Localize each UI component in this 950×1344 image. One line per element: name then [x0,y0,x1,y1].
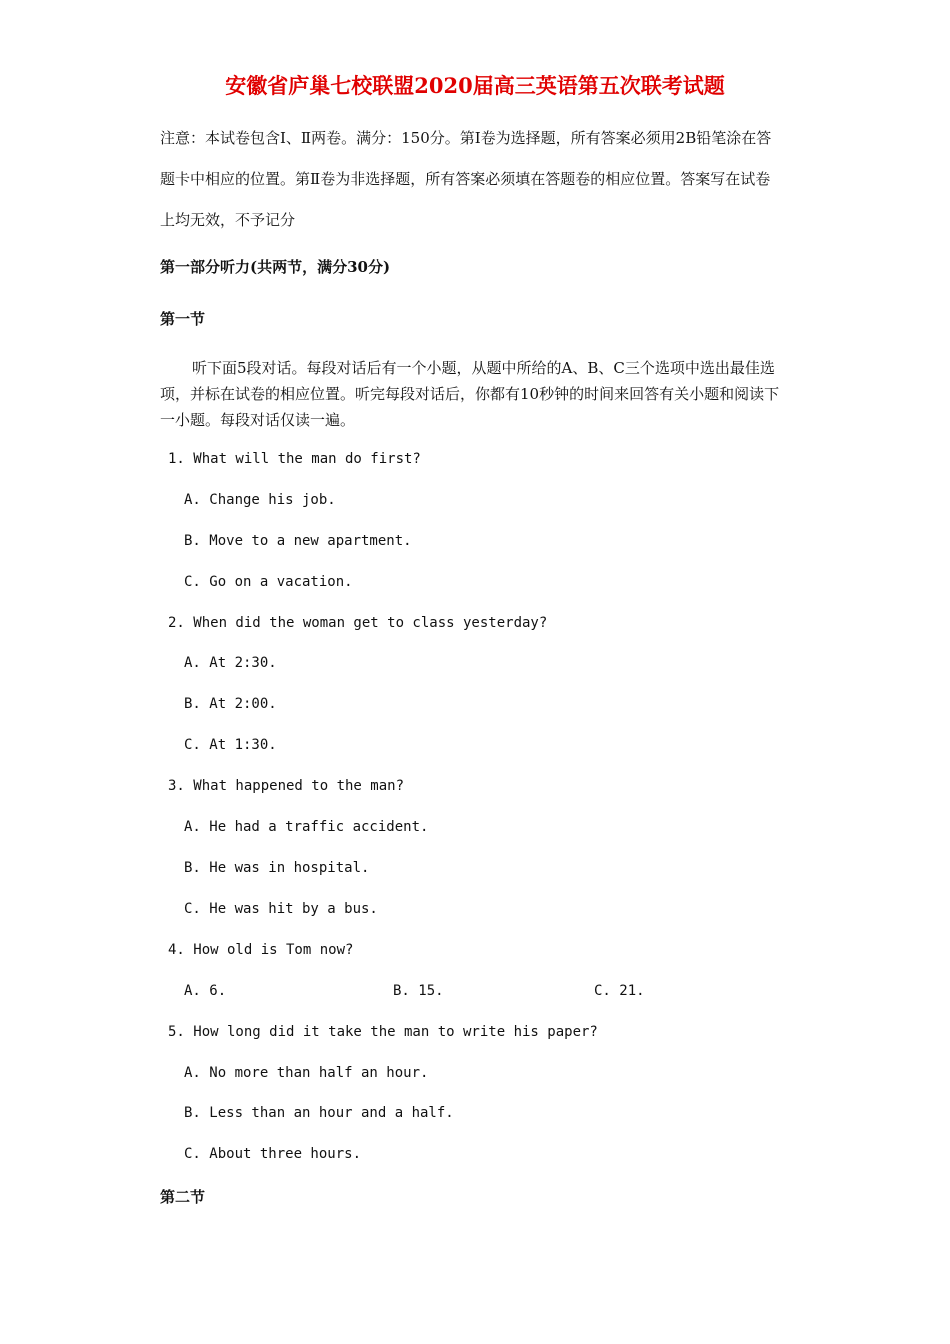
question-5-option-a: A. No more than half an hour. [184,1065,429,1081]
part1-heading: 第一部分听力(共两节，满分30分) [160,258,391,276]
question-4-option-b: B. 15. [393,983,444,999]
question-3-option-c: C. He was hit by a bus. [184,901,378,917]
question-2: 2. When did the woman get to class yesterday? [168,615,548,631]
document-title: 安徽省庐巢七校联盟2020届高三英语第五次联考试题 [225,73,725,98]
question-5-option-b: B. Less than an hour and a half. [184,1105,454,1121]
question-3-option-b: B. He was in hospital. [184,860,370,876]
question-1-option-a: A. Change his job. [184,492,336,508]
question-4-option-a: A. 6. [184,983,227,999]
question-2-option-b: B. At 2:00. [184,696,277,712]
question-3-option-a: A. He had a traffic accident. [184,819,429,835]
question-2-option-c: C. At 1:30. [184,737,277,753]
question-3: 3. What happened to the man? [168,778,405,794]
question-5: 5. How long did it take the man to write his paper? [168,1024,598,1040]
question-1-option-c: C. Go on a vacation. [184,574,353,590]
section1-instructions: 听下面5段对话。每段对话后有一个小题，从题中所给的A、B、C三个选项中选出最佳选项，并标在试卷的相应位置。听完每段对话后，你都有10秒钟的时间来回答有关小题和阅读下一小题。每段对话仅读一遍。 [160,359,780,429]
exam-notice: 注意：本试卷包含Ⅰ、Ⅱ两卷。满分：150分。第Ⅰ卷为选择题，所有答案必须用2B铅笔涂在答题卡中相应的位置。第Ⅱ卷为非选择题，所有答案必须填在答题卷的相应位置。答案写在试卷上均无效，不予记分 [160,129,772,229]
question-2-option-a: A. At 2:30. [184,655,277,671]
section1-heading: 第一节 [160,310,206,328]
question-4: 4. How old is Tom now? [168,942,354,958]
question-1: 1. What will the man do first? [168,451,421,467]
question-4-option-c: C. 21. [594,983,645,999]
question-1-option-b: B. Move to a new apartment. [184,533,412,549]
section2-heading: 第二节 [160,1188,206,1206]
question-5-option-c: C. About three hours. [184,1146,362,1162]
